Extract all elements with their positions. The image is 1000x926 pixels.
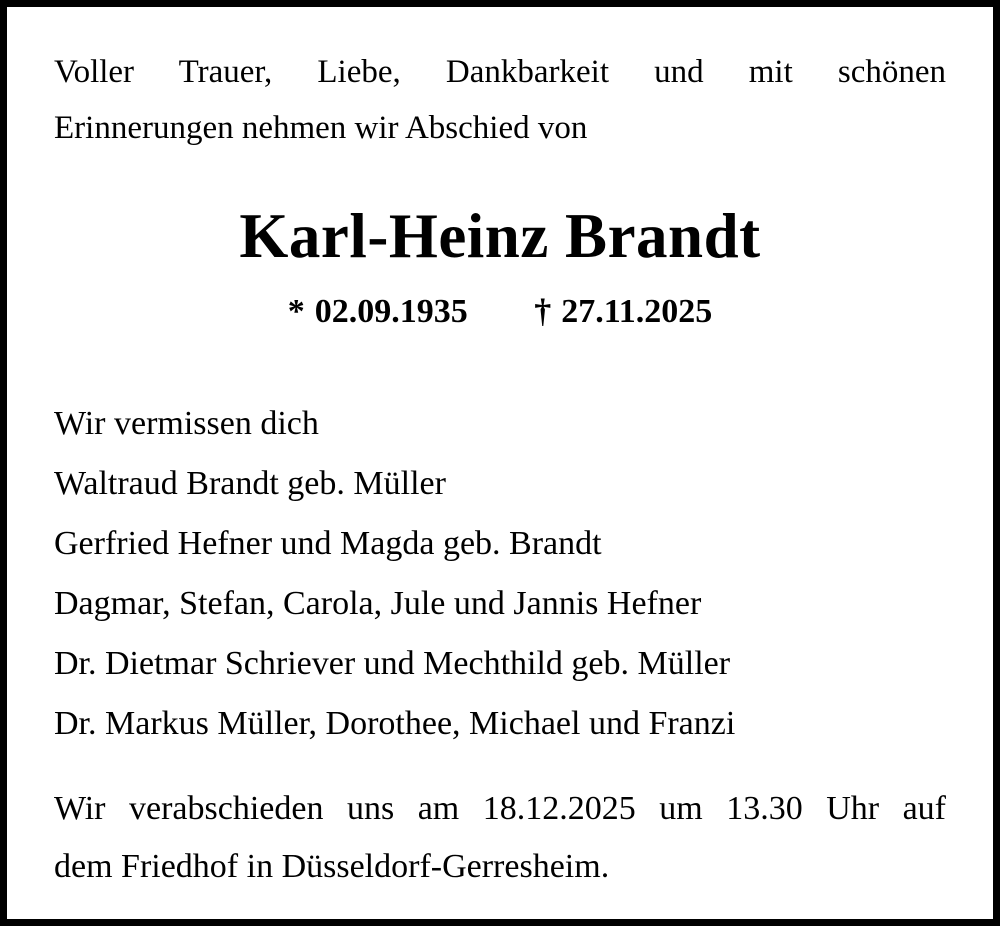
birth-date: 02.09.1935: [314, 293, 468, 330]
mourner-line-waltraud: Waltraud Brandt geb. Müller: [54, 465, 446, 502]
mourner-line-missing-you: Wir vermissen dich: [54, 405, 319, 442]
intro-paragraph: [54, 44, 946, 156]
death-date: 27.11.2025: [561, 293, 713, 330]
mourner-line-markus: Dr. Markus Müller, Dorothee, Michael und Franzi: [54, 705, 736, 742]
intro-line-1: Voller Trauer, Liebe, Dankbarkeit und mit schönen: [54, 54, 946, 90]
mourner-line-dagmar: Dagmar, Stefan, Carola, Jule und Jannis Hefner: [54, 585, 702, 622]
obituary-content: [14, 14, 986, 912]
deceased-name: Karl-Heinz Brandt: [239, 201, 761, 271]
farewell-line-1: Wir verabschieden uns am 18.12.2025 um 13.30 Uhr auf: [54, 790, 946, 827]
death-cross-icon: †: [534, 293, 552, 330]
life-dates: [54, 290, 946, 334]
birth-date-group: [288, 290, 468, 334]
mourner-line-dietmar: Dr. Dietmar Schriever und Mechthild geb. Müller: [54, 645, 731, 682]
mourners-list: [54, 394, 946, 754]
farewell-line-2: dem Friedhof in Düsseldorf-Gerresheim.: [54, 848, 610, 885]
intro-line-2: Erinnerungen nehmen wir Abschied von: [54, 110, 588, 146]
mourner-line-gerfried: Gerfried Hefner und Magda geb. Brandt: [54, 525, 602, 562]
farewell-paragraph: [54, 780, 946, 896]
death-date-group: [534, 290, 712, 334]
birth-star-icon: *: [287, 293, 305, 330]
